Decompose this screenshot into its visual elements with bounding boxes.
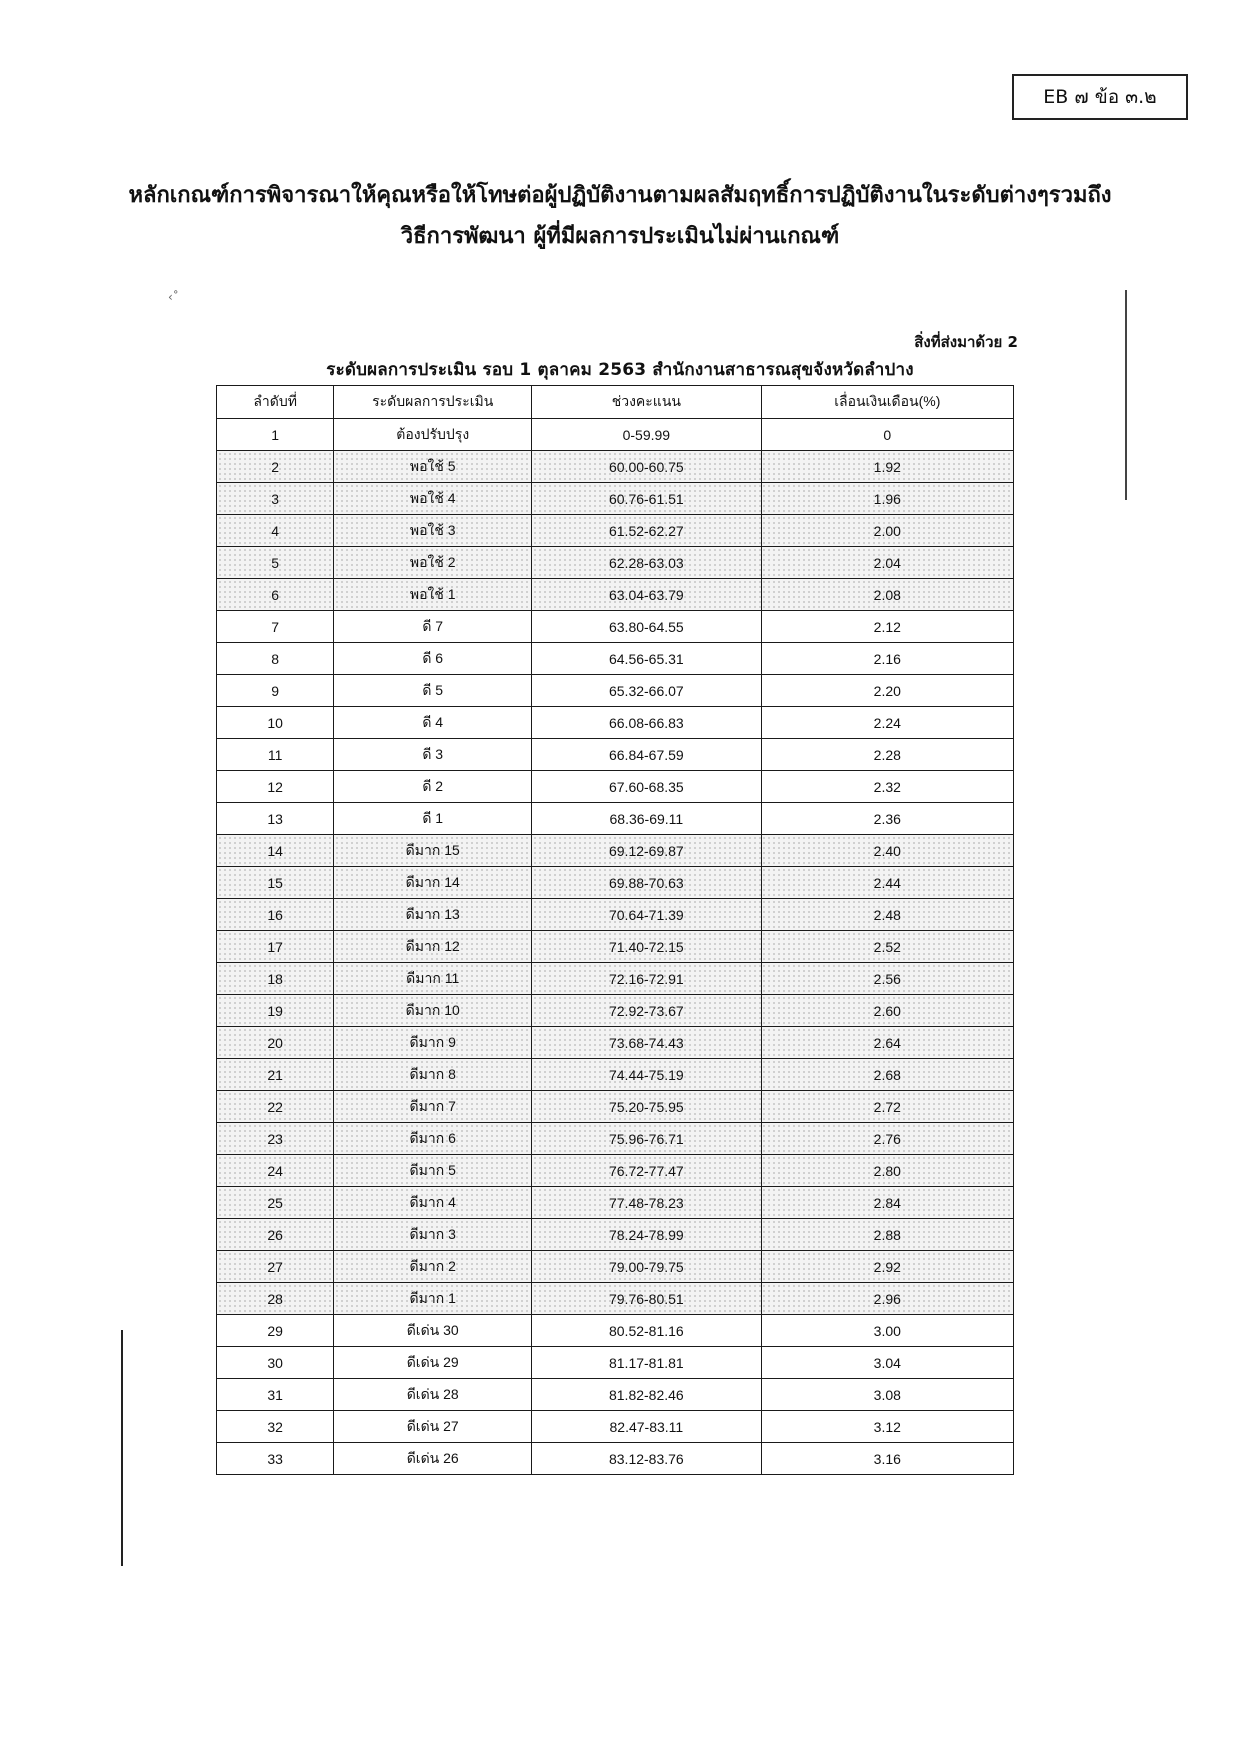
cell-percent: 2.28 — [761, 739, 1013, 771]
cell-level: ดีมาก 5 — [334, 1155, 532, 1187]
table-row — [217, 1027, 1014, 1059]
cell-range: 79.00-79.75 — [532, 1251, 761, 1283]
cell-percent: 2.88 — [761, 1219, 1013, 1251]
scan-edge-line-left — [121, 1330, 123, 1566]
cell-range: 64.56-65.31 — [532, 643, 761, 675]
cell-range: 68.36-69.11 — [532, 803, 761, 835]
cell-order: 16 — [217, 899, 334, 931]
cell-level: พอใช้ 2 — [334, 547, 532, 579]
cell-level: ดีมาก 12 — [334, 931, 532, 963]
cell-order: 20 — [217, 1027, 334, 1059]
cell-percent: 2.08 — [761, 579, 1013, 611]
cell-order: 6 — [217, 579, 334, 611]
cell-range: 78.24-78.99 — [532, 1219, 761, 1251]
cell-percent: 3.00 — [761, 1315, 1013, 1347]
cell-level: ดี 1 — [334, 803, 532, 835]
cell-order: 18 — [217, 963, 334, 995]
cell-level: ดีมาก 13 — [334, 899, 532, 931]
cell-level: ดีมาก 4 — [334, 1187, 532, 1219]
cell-percent: 2.36 — [761, 803, 1013, 835]
cell-level: ดีมาก 3 — [334, 1219, 532, 1251]
cell-order: 33 — [217, 1443, 334, 1475]
cell-percent: 2.48 — [761, 899, 1013, 931]
cell-order: 2 — [217, 451, 334, 483]
page-heading-line-1: หลักเกณฑ์การพิจารณาให้คุณหรือให้โทษต่อผู้ปฏิบัติงานตามผลสัมฤทธิ์การปฏิบัติงานในระดับต่างๆรวมถึง — [128, 183, 1112, 208]
cell-percent: 2.92 — [761, 1251, 1013, 1283]
cell-percent: 2.16 — [761, 643, 1013, 675]
cell-level: ดีเด่น 29 — [334, 1347, 532, 1379]
table-row — [217, 579, 1014, 611]
cell-range: 60.00-60.75 — [532, 451, 761, 483]
cell-percent: 3.12 — [761, 1411, 1013, 1443]
table-row — [217, 451, 1014, 483]
header-evaluation-level: ระดับผลการประเมิน — [334, 386, 532, 419]
cell-level: ต้องปรับปรุง — [334, 419, 532, 451]
cell-order: 5 — [217, 547, 334, 579]
cell-level: ดีเด่น 27 — [334, 1411, 532, 1443]
cell-percent: 2.96 — [761, 1283, 1013, 1315]
cell-range: 0-59.99 — [532, 419, 761, 451]
cell-range: 83.12-83.76 — [532, 1443, 761, 1475]
header-score-range: ช่วงคะแนน — [532, 386, 761, 419]
cell-level: ดี 6 — [334, 643, 532, 675]
cell-range: 69.88-70.63 — [532, 867, 761, 899]
cell-percent: 2.60 — [761, 995, 1013, 1027]
cell-order: 13 — [217, 803, 334, 835]
table-row — [217, 1379, 1014, 1411]
table-row — [217, 739, 1014, 771]
cell-level: ดีมาก 8 — [334, 1059, 532, 1091]
cell-range: 79.76-80.51 — [532, 1283, 761, 1315]
cell-order: 19 — [217, 995, 334, 1027]
cell-range: 77.48-78.23 — [532, 1187, 761, 1219]
cell-order: 22 — [217, 1091, 334, 1123]
cell-order: 25 — [217, 1187, 334, 1219]
table-row — [217, 899, 1014, 931]
table-row — [217, 963, 1014, 995]
enclosure-note: สิ่งที่ส่งมาด้วย 2 — [914, 333, 1018, 351]
cell-level: ดีมาก 10 — [334, 995, 532, 1027]
document-reference-box: EB ๗ ข้อ ๓.๒ — [1012, 74, 1188, 120]
cell-range: 69.12-69.87 — [532, 835, 761, 867]
cell-percent: 0 — [761, 419, 1013, 451]
table-row — [217, 1443, 1014, 1475]
cell-range: 80.52-81.16 — [532, 1315, 761, 1347]
cell-level: ดีมาก 7 — [334, 1091, 532, 1123]
cell-level: พอใช้ 5 — [334, 451, 532, 483]
header-salary-increase: เลื่อนเงินเดือน(%) — [761, 386, 1013, 419]
cell-order: 30 — [217, 1347, 334, 1379]
cell-level: ดีเด่น 28 — [334, 1379, 532, 1411]
cell-level: พอใช้ 4 — [334, 483, 532, 515]
table-row — [217, 1411, 1014, 1443]
cell-order: 27 — [217, 1251, 334, 1283]
cell-level: ดีมาก 15 — [334, 835, 532, 867]
table-row — [217, 835, 1014, 867]
cell-range: 65.32-66.07 — [532, 675, 761, 707]
table-row — [217, 483, 1014, 515]
table-row — [217, 1059, 1014, 1091]
table-row — [217, 1155, 1014, 1187]
table-row — [217, 803, 1014, 835]
cell-percent: 2.52 — [761, 931, 1013, 963]
cell-level: ดีมาก 2 — [334, 1251, 532, 1283]
cell-level: ดี 4 — [334, 707, 532, 739]
table-row — [217, 1219, 1014, 1251]
cell-percent: 3.08 — [761, 1379, 1013, 1411]
cell-range: 75.20-75.95 — [532, 1091, 761, 1123]
cell-range: 82.47-83.11 — [532, 1411, 761, 1443]
table-row — [217, 867, 1014, 899]
cell-level: ดีมาก 14 — [334, 867, 532, 899]
cell-order: 31 — [217, 1379, 334, 1411]
cell-percent: 2.72 — [761, 1091, 1013, 1123]
cell-percent: 2.00 — [761, 515, 1013, 547]
cell-percent: 2.80 — [761, 1155, 1013, 1187]
cell-order: 8 — [217, 643, 334, 675]
cell-order: 3 — [217, 483, 334, 515]
cell-range: 75.96-76.71 — [532, 1123, 761, 1155]
cell-range: 81.82-82.46 — [532, 1379, 761, 1411]
cell-percent: 2.84 — [761, 1187, 1013, 1219]
cell-order: 17 — [217, 931, 334, 963]
cell-range: 63.80-64.55 — [532, 611, 761, 643]
cell-order: 24 — [217, 1155, 334, 1187]
table-row — [217, 931, 1014, 963]
cell-level: ดีมาก 9 — [334, 1027, 532, 1059]
cell-range: 66.84-67.59 — [532, 739, 761, 771]
table-row — [217, 1315, 1014, 1347]
cell-order: 7 — [217, 611, 334, 643]
table-row — [217, 1123, 1014, 1155]
cell-percent: 3.04 — [761, 1347, 1013, 1379]
cell-level: ดีเด่น 30 — [334, 1315, 532, 1347]
cell-order: 14 — [217, 835, 334, 867]
cell-level: ดี 3 — [334, 739, 532, 771]
cell-percent: 2.76 — [761, 1123, 1013, 1155]
cell-range: 76.72-77.47 — [532, 1155, 761, 1187]
table-row — [217, 1091, 1014, 1123]
cell-order: 26 — [217, 1219, 334, 1251]
cell-percent: 3.16 — [761, 1443, 1013, 1475]
cell-range: 73.68-74.43 — [532, 1027, 761, 1059]
page-heading-line-2: วิธีการพัฒนา ผู้ที่มีผลการประเมินไม่ผ่านเกณฑ์ — [400, 224, 840, 249]
cell-percent: 2.12 — [761, 611, 1013, 643]
cell-range: 63.04-63.79 — [532, 579, 761, 611]
cell-percent: 2.04 — [761, 547, 1013, 579]
cell-level: ดีมาก 1 — [334, 1283, 532, 1315]
cell-order: 28 — [217, 1283, 334, 1315]
table-header-row — [217, 386, 1014, 419]
table-row — [217, 1187, 1014, 1219]
table-row — [217, 515, 1014, 547]
cell-range: 71.40-72.15 — [532, 931, 761, 963]
cell-order: 23 — [217, 1123, 334, 1155]
cell-range: 72.16-72.91 — [532, 963, 761, 995]
table-row — [217, 675, 1014, 707]
table-row — [217, 419, 1014, 451]
table-row — [217, 643, 1014, 675]
header-order-number: ลำดับที่ — [217, 386, 334, 419]
table-row — [217, 1283, 1014, 1315]
cell-percent: 2.44 — [761, 867, 1013, 899]
cell-range: 61.52-62.27 — [532, 515, 761, 547]
table-row — [217, 547, 1014, 579]
cell-order: 32 — [217, 1411, 334, 1443]
cell-range: 62.28-63.03 — [532, 547, 761, 579]
cell-order: 10 — [217, 707, 334, 739]
cell-order: 12 — [217, 771, 334, 803]
scan-edge-line-right — [1125, 290, 1127, 500]
table-row — [217, 707, 1014, 739]
cell-order: 9 — [217, 675, 334, 707]
table-row — [217, 1251, 1014, 1283]
cell-range: 60.76-61.51 — [532, 483, 761, 515]
cell-percent: 2.20 — [761, 675, 1013, 707]
cell-level: ดีมาก 6 — [334, 1123, 532, 1155]
table-row — [217, 771, 1014, 803]
cell-percent: 2.56 — [761, 963, 1013, 995]
cell-order: 11 — [217, 739, 334, 771]
cell-percent: 2.32 — [761, 771, 1013, 803]
table-title: ระดับผลการประเมิน รอบ 1 ตุลาคม 2563 สำนักงานสาธารณสุขจังหวัดลำปาง — [326, 360, 914, 380]
cell-range: 72.92-73.67 — [532, 995, 761, 1027]
cell-percent: 2.24 — [761, 707, 1013, 739]
cell-order: 4 — [217, 515, 334, 547]
cell-range: 74.44-75.19 — [532, 1059, 761, 1091]
cell-level: ดี 7 — [334, 611, 532, 643]
cell-percent: 2.64 — [761, 1027, 1013, 1059]
table-row — [217, 995, 1014, 1027]
table-row — [217, 1347, 1014, 1379]
evaluation-level-table — [216, 385, 1014, 1475]
cell-percent: 1.96 — [761, 483, 1013, 515]
cell-order: 29 — [217, 1315, 334, 1347]
cell-order: 15 — [217, 867, 334, 899]
cell-level: ดีเด่น 26 — [334, 1443, 532, 1475]
cell-order: 1 — [217, 419, 334, 451]
cell-percent: 2.40 — [761, 835, 1013, 867]
scan-artifact-mark: ‹˚ — [168, 290, 179, 304]
cell-range: 81.17-81.81 — [532, 1347, 761, 1379]
cell-range: 67.60-68.35 — [532, 771, 761, 803]
table-row — [217, 611, 1014, 643]
cell-percent: 2.68 — [761, 1059, 1013, 1091]
cell-percent: 1.92 — [761, 451, 1013, 483]
cell-level: ดี 5 — [334, 675, 532, 707]
cell-order: 21 — [217, 1059, 334, 1091]
cell-level: พอใช้ 1 — [334, 579, 532, 611]
cell-level: พอใช้ 3 — [334, 515, 532, 547]
cell-range: 66.08-66.83 — [532, 707, 761, 739]
cell-range: 70.64-71.39 — [532, 899, 761, 931]
cell-level: ดี 2 — [334, 771, 532, 803]
cell-level: ดีมาก 11 — [334, 963, 532, 995]
